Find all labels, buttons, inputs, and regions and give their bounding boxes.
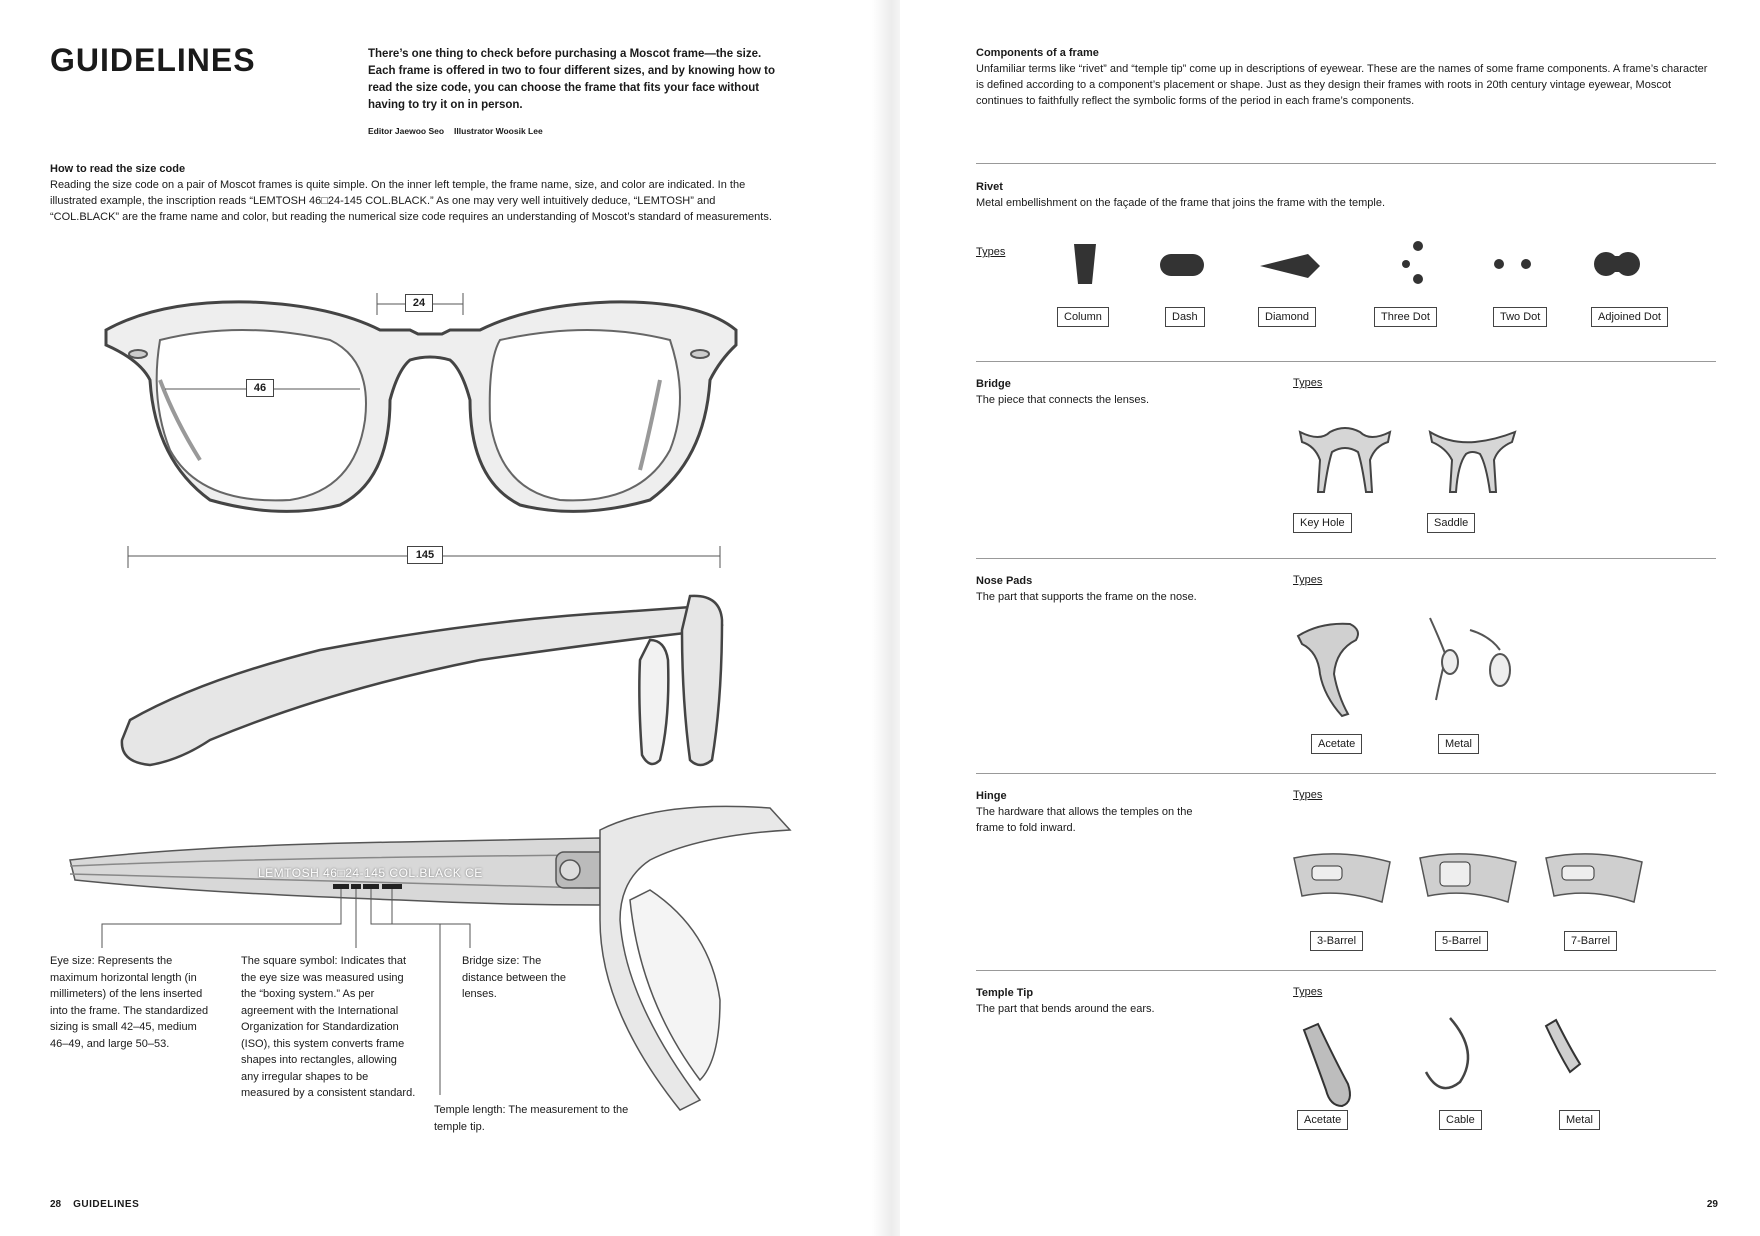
temple-tip-desc: The part that bends around the ears.: [976, 1003, 1155, 1015]
components-body: Unfamiliar terms like “rivet” and “temple tip” come up in descriptions of eyewear. These are the names of some frame components. A frame’s character is defined according to a component’s placement or shape. Just as they design their frames with roots in 20th century vintage eyewear, Moscot continues to faithfully reflect the symbolic forms of the period in each frame’s components.: [976, 63, 1708, 107]
nose-pads-section: [976, 574, 1276, 605]
divider: [976, 558, 1716, 559]
divider: [976, 361, 1716, 362]
diamond-rivet-icon: [1260, 254, 1320, 278]
divider: [976, 163, 1716, 164]
nose-pads-desc: The part that supports the frame on the nose.: [976, 591, 1197, 603]
temple-dimension-label: 145: [407, 546, 443, 564]
rivet-type-dash: Dash: [1165, 307, 1205, 327]
bridge-types-label: Types: [1293, 377, 1323, 389]
hinge-types-label: Types: [1293, 789, 1323, 801]
dash-rivet-icon: [1160, 254, 1204, 276]
temple-tip-drawings: [1290, 1012, 1590, 1112]
hinge-desc: The hardware that allows the temples on the frame to fold inward.: [976, 806, 1193, 834]
rivet-type-adjoined-dot: Adjoined Dot: [1591, 307, 1668, 327]
divider: [976, 970, 1716, 971]
acetate-temple-tip-icon: [1304, 1024, 1350, 1106]
nose-pads-type-acetate: Acetate: [1311, 734, 1362, 754]
components-intro: [976, 46, 1716, 109]
bridge-section: [976, 377, 1276, 408]
temple-tip-type-metal: Metal: [1559, 1110, 1600, 1130]
right-page: [900, 0, 1760, 1236]
nose-pads-title: Nose Pads: [976, 575, 1033, 587]
rivet-desc: Metal embellishment on the façade of the frame that joins the frame with the temple.: [976, 197, 1386, 209]
left-footer: [50, 1199, 139, 1210]
bridge-size-annotation: Bridge size: The distance between the lenses.: [462, 955, 566, 1000]
key-hole-bridge-icon: [1300, 428, 1390, 492]
square-symbol-annotation: The square symbol: Indicates that the eye size was measured using the “boxing system.” As per agreement with the International Organization for Standardization (ISO), this system converts frame shapes into rectangles, allowing any irregular shapes to be measured by a consistent standard.: [241, 955, 416, 1099]
rivet-type-two-dot: Two Dot: [1493, 307, 1547, 327]
eye-dimension-label: 46: [246, 379, 274, 397]
intro-paragraph: There’s one thing to check before purchasing a Moscot frame—the size. Each frame is offered in two to four different sizes, and by knowing how to read the size code, you can choose the frame that fits your face without having to try it on in person.: [368, 48, 776, 111]
nose-pads-type-metal: Metal: [1438, 734, 1479, 754]
temple-tip-types-label: Types: [1293, 986, 1323, 998]
temple-tip-section: [976, 986, 1276, 1017]
nose-pad-drawings: [1290, 610, 1530, 720]
nose-pads-types-label: Types: [1293, 574, 1323, 586]
hinge-type-3-barrel: 3-Barrel: [1310, 931, 1363, 951]
three-dot-rivet-icon: [1402, 241, 1423, 284]
column-rivet-icon: [1074, 244, 1096, 284]
cable-temple-tip-icon: [1426, 1018, 1468, 1088]
page-number-right: 29: [1706, 1199, 1718, 1210]
bridge-type-key-hole: Key Hole: [1293, 513, 1352, 533]
two-dot-rivet-icon: [1494, 259, 1531, 269]
hinge-title: Hinge: [976, 790, 1007, 802]
hinge-section: [976, 789, 1206, 836]
components-heading: Components of a frame: [976, 47, 1099, 59]
metal-temple-tip-icon: [1546, 1020, 1580, 1072]
rivet-types-label: Types: [976, 246, 1006, 258]
divider: [976, 773, 1716, 774]
rivet-type-column: Column: [1057, 307, 1109, 327]
howto-body: Reading the size code on a pair of Moscot frames is quite simple. On the inner left temple, the frame name, size, and color are indicated. In the illustrated example, the inscription reads “LEMTOSH 46□24-145 COL.BLACK.” As one may very well intuitively deduce, “LEMTOSH” and “COL.BLACK” are the frame name and color, but reading the numerical size code requires an understanding of Moscot’s standard of measurements.: [50, 179, 772, 223]
3-barrel-hinge-icon: [1294, 854, 1390, 902]
size-code-underlines: [333, 884, 402, 889]
illustrator-credit: Illustrator Woosik Lee: [454, 126, 543, 136]
acetate-nose-pad-icon: [1298, 624, 1358, 716]
adjoined-dot-rivet-icon: [1594, 252, 1640, 276]
running-head: GUIDELINES: [73, 1199, 140, 1210]
rivet-type-diamond: Diamond: [1258, 307, 1316, 327]
temple-tip-type-cable: Cable: [1439, 1110, 1482, 1130]
page-title: GUIDELINES: [50, 42, 256, 78]
7-barrel-hinge-icon: [1546, 854, 1642, 902]
rivet-shapes: [1050, 236, 1730, 286]
temple-tip-title: Temple Tip: [976, 987, 1034, 999]
front-view-glasses: [106, 302, 736, 512]
side-view-glasses: [122, 596, 722, 765]
bridge-desc: The piece that connects the lenses.: [976, 394, 1150, 406]
temple-inscription: LEMTOSH 46□24-145 COL.BLACK CE: [258, 866, 483, 880]
howto-heading: How to read the size code: [50, 163, 186, 175]
bridge-title: Bridge: [976, 378, 1011, 390]
hinge-type-5-barrel: 5-Barrel: [1435, 931, 1488, 951]
metal-nose-pad-icon: [1430, 618, 1510, 700]
hinge-type-7-barrel: 7-Barrel: [1564, 931, 1617, 951]
temple-length-annotation: Temple length: The measurement to the temple tip.: [434, 1104, 629, 1133]
temple-tip-type-acetate: Acetate: [1297, 1110, 1348, 1130]
saddle-bridge-icon: [1430, 432, 1515, 492]
hinge-drawings: [1290, 840, 1670, 910]
rivet-section: [976, 180, 1385, 211]
bridge-drawings: [1290, 420, 1530, 500]
5-barrel-hinge-icon: [1420, 854, 1516, 902]
rivet-title: Rivet: [976, 181, 1003, 193]
rivet-type-three-dot: Three Dot: [1374, 307, 1437, 327]
bridge-dimension-label: 24: [405, 294, 433, 312]
eye-size-annotation: Eye size: Represents the maximum horizontal length (in millimeters) of the lens inserted into the frame. The standardized sizing is small 42–45, medium 46–49, and large 50–53.: [50, 955, 209, 1050]
page-number-left: 28: [50, 1199, 62, 1210]
editor-credit: Editor Jaewoo Seo: [368, 126, 445, 136]
bridge-type-saddle: Saddle: [1427, 513, 1475, 533]
